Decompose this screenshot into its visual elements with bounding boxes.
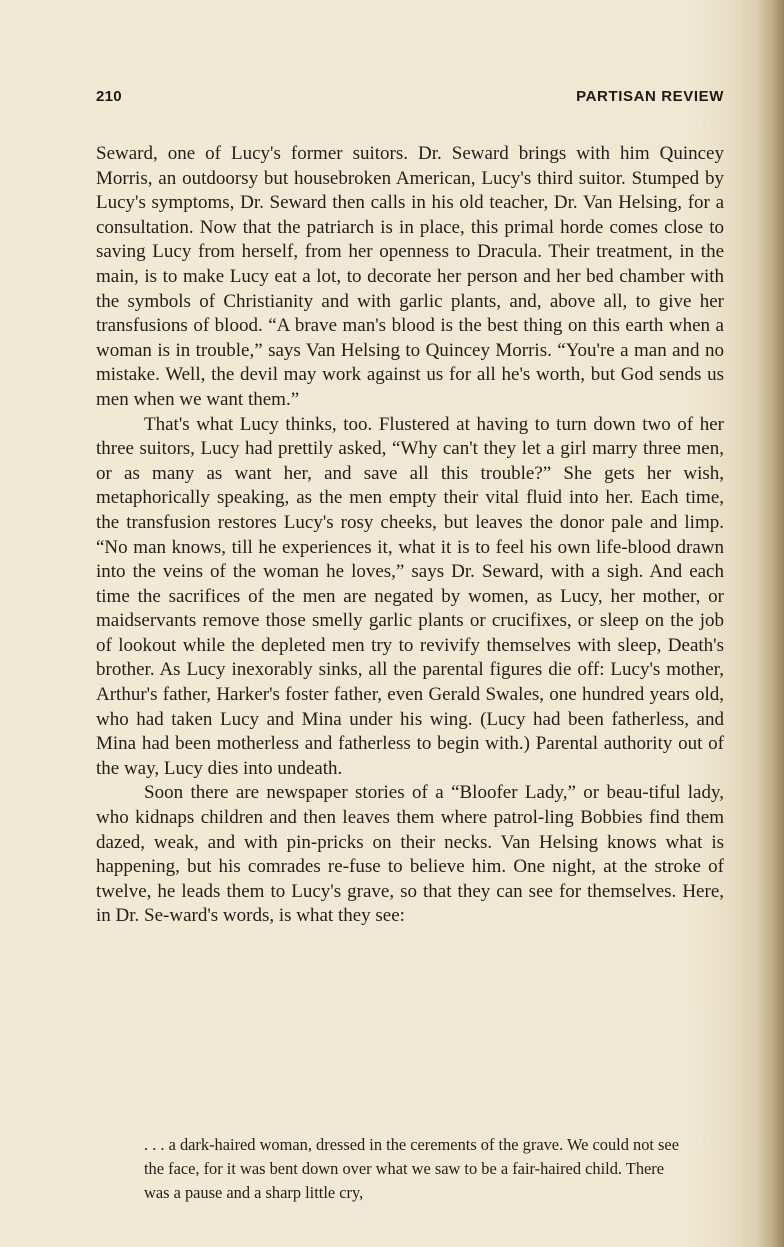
paragraph: Soon there are newspaper stories of a “Bloofer Lady,” or beau-tiful lady, who kidnaps children and then leaves them where patrol-ling Bobbies find them dazed, weak, and with pin-pricks on their necks. Van Helsing knows what is happening, but his comrades re-fuse to believe him. One night, at the stroke of twelve, he leads them to Lucy's grave, so that they can see for themselves. Here, in Dr. Se-ward's words, is what they see: bbox=[96, 782, 724, 927]
journal-title: PARTISAN REVIEW bbox=[576, 88, 724, 105]
paragraph: Seward, one of Lucy's former suitors. Dr. Seward brings with him Quincey Morris, an outdoorsy but housebroken American, Lucy's third suitor. Stumped by Lucy's symptoms, Dr. Seward then calls in his old teacher, Dr. Van Helsing, for a consultation. Now that the patriarch is in place, this primal horde comes close to saving Lucy from herself, from her openness to Dracula. Their treatment, in the main, is to make Lucy eat a lot, to decorate her person and her bed chamber with the symbols of Christianity and with garlic plants, and, above all, to give her transfusions of blood. “A brave man's blood is the best thing on this earth when a woman is in trouble,” says Van Helsing to Quincey Morris. “You're a man and no mistake. Well, the devil may work against us for all he's worth, but God sends us men when we want them.” bbox=[96, 143, 724, 410]
quote-text: . . . a dark-haired woman, dressed in the cerements of the grave. We could not see the face, for it was bent down over what we saw to be a fair-haired child. There was a pause and a sharp little cry, bbox=[144, 1135, 679, 1202]
page-number: 210 bbox=[96, 88, 122, 105]
paragraph: That's what Lucy thinks, too. Flustered at having to turn down two of her three suitors, Lucy had prettily asked, “Why can't they let a girl marry three men, or as many as want her, and save all this trouble?” She gets her wish, metaphorically speaking, as the men empty their vital fluid into her. Each time, the transfusion restores Lucy's rosy cheeks, but leaves the donor pale and limp. “No man knows, till he experiences it, what it is to feel his own life-blood drawn into the veins of the woman he loves,” says Dr. Seward, with a sigh. And each time the sacrifices of the men are negated by women, as Lucy, her mother, or maidservants remove those smelly garlic plants or crucifixes, or sleep on the job of lookout while the depleted men try to revivify themselves with sleep, Death's brother. As Lucy inexorably sinks, all the parental figures die off: Lucy's mother, Arthur's father, Harker's foster father, even Gerald Swales, one hundred years old, who had taken Lucy and Mina under his wing. (Lucy had been fatherless, and Mina had been motherless and fatherless to begin with.) Parental authority out of the way, Lucy dies into undeath. bbox=[96, 413, 724, 779]
body-text bbox=[96, 142, 724, 929]
running-head bbox=[96, 88, 724, 110]
block-quote bbox=[144, 1133, 684, 1205]
page-gutter-shadow bbox=[758, 0, 784, 1247]
